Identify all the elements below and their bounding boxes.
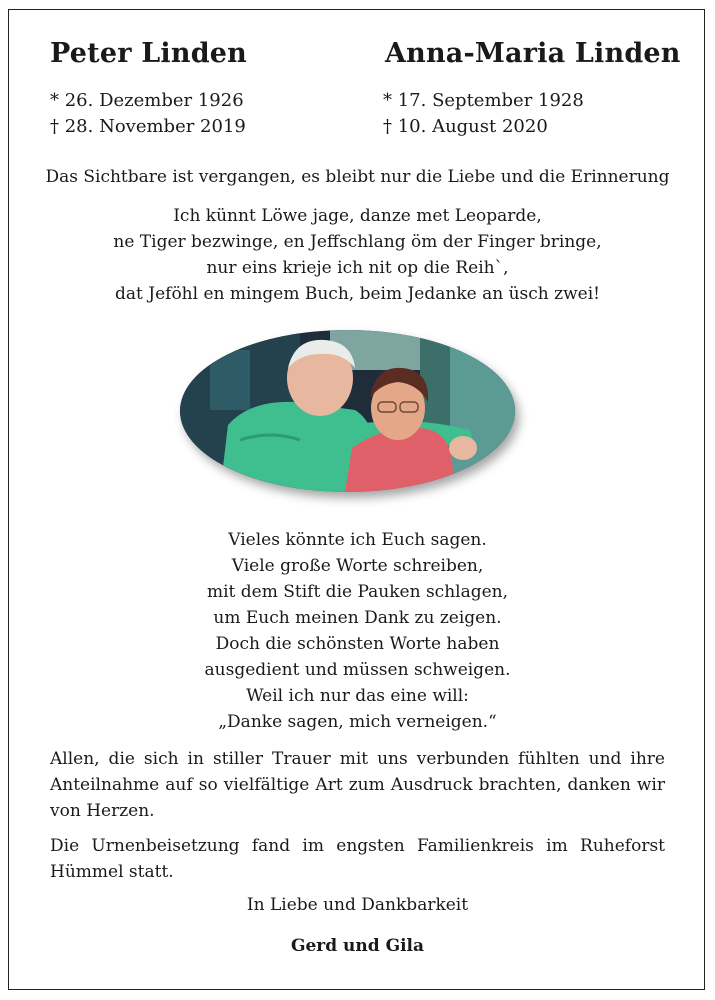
poem-line: Weil ich nur das eine will: — [246, 686, 469, 706]
poem-line: mit dem Stift die Pauken schlagen, — [206, 582, 509, 602]
poem-line: dat Jeföhl en mingem Buch, beim Jedanke an üsch zwei! — [115, 284, 600, 304]
poem-line: ausgedient und müssen schweigen. — [204, 660, 511, 680]
birth-date: * 17. September 1928 — [383, 90, 584, 111]
death-date: † 10. August 2020 — [383, 116, 548, 137]
birth-date: * 26. Dezember 1926 — [50, 90, 244, 111]
death-date: † 28. November 2019 — [50, 116, 246, 137]
poem-dialect — [0, 203, 715, 307]
thanks-paragraph: Allen, die sich in stiller Trauer mit uns verbunden fühlten und ihre Anteilnahme auf so vielfältige Art zum Ausdruck brachten, danken wir von Herzen. — [50, 749, 665, 821]
poem-line: nur eins krieje ich nit op die Reih`, — [206, 258, 509, 278]
couple-photo-image — [180, 330, 515, 492]
dates-anna-maria — [383, 88, 584, 140]
poem-line: ne Tiger bezwinge, en Jeffschlang öm der Finger bringe, — [113, 232, 602, 252]
poem-line: Ich künnt Löwe jage, danze met Leoparde, — [173, 206, 542, 226]
poem-thanks — [0, 527, 715, 735]
poem-line: Vieles könnte ich Euch sagen. — [228, 530, 487, 550]
poem-line: „Danke sagen, mich verneigen.“ — [218, 712, 497, 732]
name-anna-maria: Anna-Maria Linden — [385, 38, 681, 69]
burial-paragraph: Die Urnenbeisetzung fand im engsten Familienkreis im Ruheforst Hümmel statt. — [50, 836, 665, 882]
closing-line: In Liebe und Dankbarkeit — [246, 895, 469, 915]
motto: Das Sichtbare ist vergangen, es bleibt nur die Liebe und die Erinnerung — [45, 167, 670, 187]
poem-line: Viele große Worte schreiben, — [231, 556, 484, 576]
couple-photo — [180, 330, 515, 492]
signature: Gerd und Gila — [290, 936, 425, 956]
poem-line: Doch die schönsten Worte haben — [215, 634, 500, 654]
dates-peter — [50, 88, 246, 140]
poem-line: um Euch meinen Dank zu zeigen. — [213, 608, 502, 628]
name-peter: Peter Linden — [50, 38, 247, 69]
